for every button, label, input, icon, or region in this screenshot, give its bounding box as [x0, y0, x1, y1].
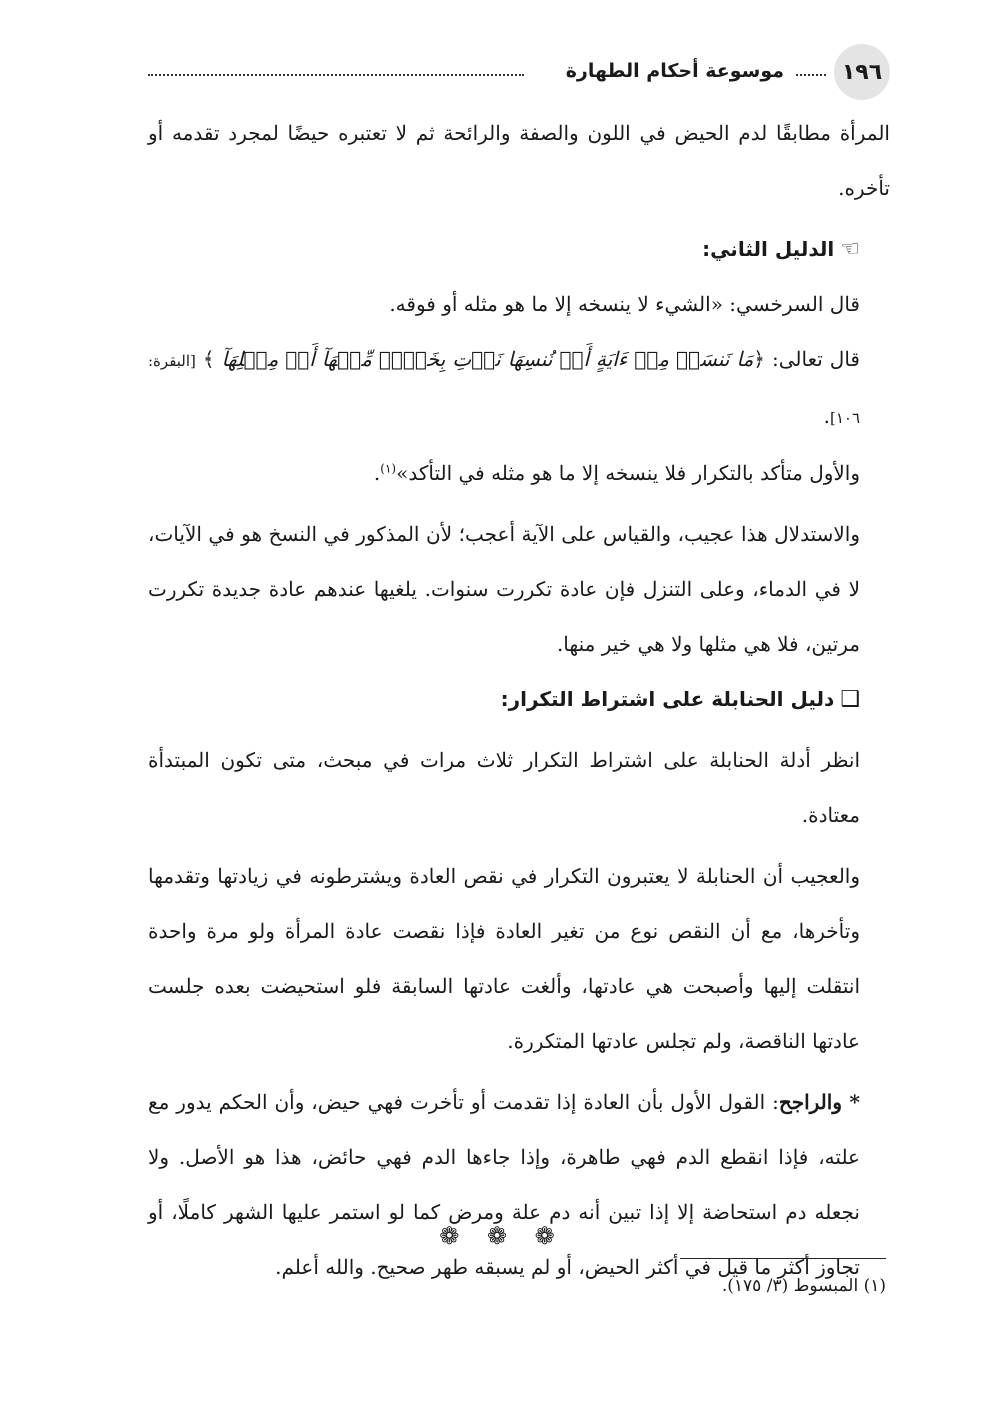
quran-verse: مَا نَنسَخۡ مِنۡ ءَايَةٍ أَوۡ نُنسِهَا نَأۡتِ بِخَيۡرٖ مِّنۡهَآ أَوۡ مِثۡلِهَآ	[221, 347, 754, 371]
verse-end: .	[823, 404, 830, 428]
paragraph-see-evidence: انظر أدلة الحنابلة على اشتراط التكرار ثلاث مرات في مبحث، متى تكون المبتدأة معتادة.	[148, 748, 860, 827]
paragraph-ajib: والعجيب أن الحنابلة لا يعتبرون التكرار في نقص العادة ويشترطونه في زيادتها وتقدمها وتأخرها، مع أن النقص نوع من تغير العادة فإذا نقصت عادة المرأة ولو مرة واحدة انتقلت إليها وأصبحت هي عادتها، وألغت عادتها السابقة فلو استحيضت بعده جلست عادتها الناقصة، ولم تجلس عادتها المتكررة.	[148, 864, 860, 1053]
paragraph-rajih	[148, 1075, 890, 1295]
hand-pointer-icon: ☜	[840, 237, 860, 262]
verse-intro: قال تعالى: ﴿	[753, 347, 860, 371]
running-title: موسوعة أحكام الطهارة	[565, 60, 784, 82]
verse-close-bracket: ﴾	[202, 347, 215, 371]
heading-hanabila	[148, 672, 890, 727]
footnote-separator	[680, 1258, 886, 1259]
page-number: ١٩٦	[834, 44, 890, 100]
paragraph-1: المرأة مطابقًا لدم الحيض في اللون والصفة والرائحة ثم لا تعتبره حيضًا لمجرد تقدمه أو تأخره.	[148, 121, 890, 200]
header-dotted-line-right	[796, 74, 826, 76]
paragraph-verse	[148, 332, 890, 446]
square-bullet-icon: ❑	[840, 687, 860, 712]
paragraph-istidlal: والاستدلال هذا عجيب، والقياس على الآية أعجب؛ لأن المذكور في النسخ هو في الآيات، لا في الدماء، وعلى التنزل فإن عادة تكررت سنوات. يلغيها عندهم عادة جديدة تكررت مرتين، فلا هي مثلها ولا هي خير منها.	[148, 522, 860, 656]
heading-second-evidence-text: الدليل الثاني:	[702, 237, 835, 261]
footnote-1: (١) المبسوط (٣/ ١٧٥).	[721, 1276, 886, 1296]
section-ornament: ❁ ❁ ❁	[439, 1222, 565, 1250]
main-text	[148, 106, 890, 1295]
rajih-text: : القول الأول بأن العادة إذا تقدمت أو تأخرت فهي حيض، وأن الحكم يدور مع علته، فإذا انقطع الدم فهي طاهرة، وإذا جاءها الدم فهي حائض، هذا هو الأصل. ولا نجعله دم استحاضة إلا إذا تبين أنه دم علة ومرض كما لو استمر عليها الشهر كاملًا، أو تجاوز أكثر ما قيل في أكثر الحيض، أو لم يسبقه طهر صحيح. والله أعلم.	[148, 1090, 860, 1279]
paragraph-tarjih	[148, 446, 890, 501]
paragraph-tarjih-text: والأول متأكد بالتكرار فلا ينسخه إلا ما هو مثله في التأكد»	[396, 461, 860, 485]
verse-reference: [البقرة: ١٠٦]	[148, 352, 860, 427]
page-header	[148, 40, 890, 100]
header-dotted-line-left	[148, 74, 524, 76]
paragraph-tarjih-end: .	[373, 461, 381, 485]
heading-second-evidence	[148, 222, 890, 277]
paragraph-sarakhsi: قال السرخسي: «الشيء لا ينسخه إلا ما هو مثله أو فوقه.	[389, 292, 860, 316]
footnote-ref-1: (١)	[380, 461, 397, 476]
rajih-lead: * والراجح	[778, 1090, 860, 1114]
heading-hanabila-text: دليل الحنابلة على اشتراط التكرار:	[500, 687, 835, 711]
